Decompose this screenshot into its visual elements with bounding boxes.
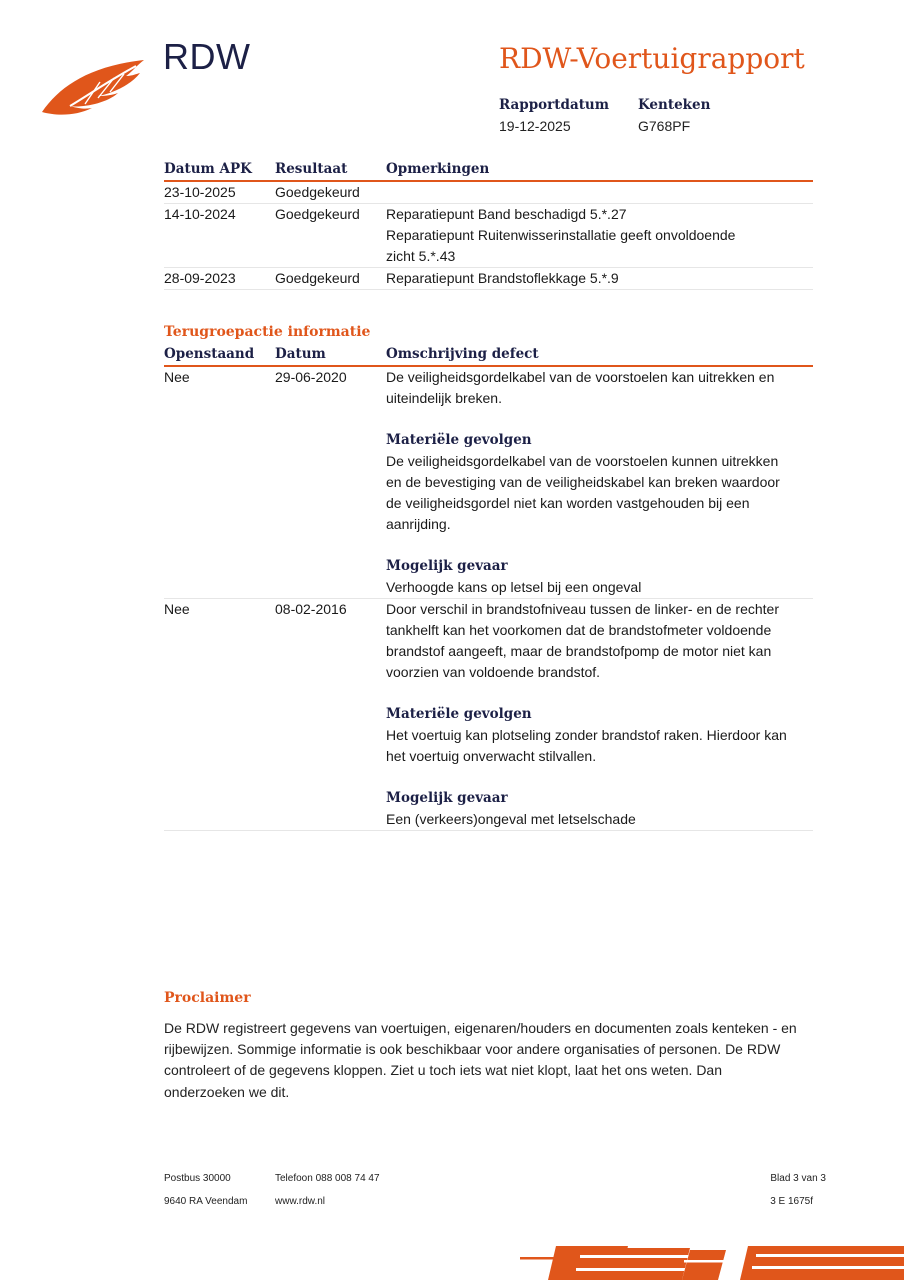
apk-note: Reparatiepunt Band beschadigd 5.*.27 bbox=[386, 206, 627, 222]
recall-description bbox=[386, 366, 813, 599]
recall-defect-text: De veiligheidsgordelkabel van de voorstoelen kan uitrekken en uiteindelijk breken. bbox=[386, 369, 775, 406]
material-label: Materiële gevolgen bbox=[386, 706, 532, 722]
report-title: RDW-Voertuigrapport bbox=[499, 42, 805, 75]
apk-header-notes: Opmerkingen bbox=[386, 159, 813, 181]
recall-header-date: Datum bbox=[275, 344, 386, 366]
apk-table bbox=[164, 159, 813, 290]
apk-notes bbox=[386, 181, 813, 204]
apk-note: Reparatiepunt Ruitenwisserinstallatie geeft onvoldoende zicht 5.*.43 bbox=[386, 227, 736, 264]
recall-description bbox=[386, 599, 813, 831]
danger-label: Mogelijk gevaar bbox=[386, 558, 508, 574]
disclaimer-title: Proclaimer bbox=[164, 990, 251, 1006]
logo-text: RDW bbox=[163, 36, 251, 77]
apk-header-date: Datum APK bbox=[164, 159, 275, 181]
recall-defect-text: Door verschil in brandstofniveau tussen de linker- en de rechter tankhelft kan het voorkomen dat de brandstofmeter voldoende brandstof aangeeft, maar de brandstofpomp de motor niet kan voorzien van voldoende brandstof. bbox=[386, 601, 779, 680]
apk-notes bbox=[386, 204, 813, 268]
apk-result: Goedgekeurd bbox=[275, 268, 386, 290]
danger-text: Een (verkeers)ongeval met letselschade bbox=[386, 811, 636, 827]
apk-date: 23-10-2025 bbox=[164, 181, 275, 204]
disclaimer-text: De RDW registreert gegevens van voertuigen, eigenaren/houders en documenten zoals kenteken - en rijbewijzen. Sommige informatie is ook beschikbaar voor andere organisaties of personen. De RDW controleert of de gegevens kloppen. Ziet u toch iets wat niet klopt, laat het ons weten. Dan onderzoeken we dit. bbox=[164, 1020, 797, 1100]
apk-date: 14-10-2024 bbox=[164, 204, 275, 268]
apk-date: 28-09-2023 bbox=[164, 268, 275, 290]
recall-table bbox=[164, 344, 813, 831]
table-row bbox=[164, 366, 813, 599]
apk-header-row bbox=[164, 159, 813, 181]
material-text: Het voertuig kan plotseling zonder brandstof raken. Hierdoor kan het voertuig onverwacht stilvallen. bbox=[386, 727, 787, 764]
footer-website[interactable]: www.rdw.nl bbox=[275, 1196, 326, 1207]
recall-open: Nee bbox=[164, 366, 275, 599]
kenteken-label: Kenteken bbox=[638, 97, 711, 113]
table-row bbox=[164, 204, 813, 268]
danger-text: Verhoogde kans op letsel bij een ongeval bbox=[386, 579, 642, 595]
apk-note: Reparatiepunt Brandstoflekkage 5.*.9 bbox=[386, 270, 619, 286]
table-row bbox=[164, 268, 813, 290]
material-text: De veiligheidsgordelkabel van de voorstoelen kunnen uitrekken en de bevestiging van de veiligheidskabel kan breken waardoor de veiligheidsgordel niet kan worden vastgehouden bij een aanrijding. bbox=[386, 453, 780, 532]
footer-telefoon: Telefoon 088 008 74 47 bbox=[275, 1173, 380, 1184]
footer-page: Blad 3 van 3 bbox=[770, 1173, 826, 1184]
rapportdatum-label: Rapportdatum bbox=[499, 97, 610, 113]
recall-header-open: Openstaand bbox=[164, 344, 275, 366]
danger-label: Mogelijk gevaar bbox=[386, 790, 508, 806]
material-label: Materiële gevolgen bbox=[386, 432, 532, 448]
recall-section-title: Terugroepactie informatie bbox=[164, 324, 371, 340]
recall-header-defect: Omschrijving defect bbox=[386, 344, 813, 366]
footer-postbus: Postbus 30000 bbox=[164, 1173, 231, 1184]
apk-result: Goedgekeurd bbox=[275, 181, 386, 204]
decorative-stripes-icon bbox=[520, 1246, 904, 1280]
recall-header-row bbox=[164, 344, 813, 366]
table-row bbox=[164, 599, 813, 831]
apk-result: Goedgekeurd bbox=[275, 204, 386, 268]
recall-date: 29-06-2020 bbox=[275, 366, 386, 599]
kenteken-value: G768PF bbox=[638, 118, 691, 134]
footer-code: 3 E 1675f bbox=[770, 1196, 813, 1207]
table-row bbox=[164, 181, 813, 204]
rdw-logo-icon bbox=[40, 56, 150, 116]
apk-header-result: Resultaat bbox=[275, 159, 386, 181]
recall-date: 08-02-2016 bbox=[275, 599, 386, 831]
recall-open: Nee bbox=[164, 599, 275, 831]
rapportdatum-value: 19-12-2025 bbox=[499, 118, 571, 134]
apk-notes bbox=[386, 268, 813, 290]
footer-postcode: 9640 RA Veendam bbox=[164, 1196, 248, 1207]
